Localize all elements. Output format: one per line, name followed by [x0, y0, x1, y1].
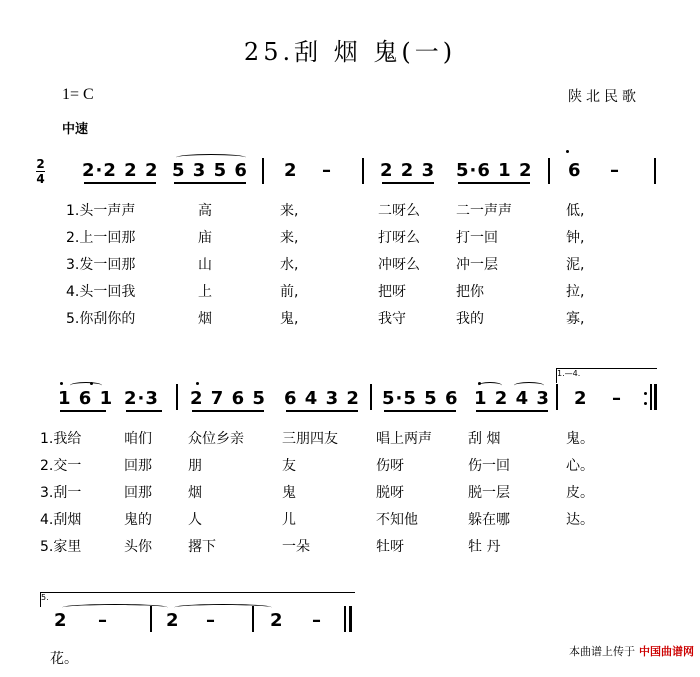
- lyric-col-2: 高 庙 山 上 烟: [198, 203, 212, 327]
- tempo-marking: 中速: [62, 122, 89, 137]
- note-group: –: [610, 160, 620, 181]
- beam-line: [192, 410, 264, 412]
- barline: [556, 384, 558, 410]
- key-signature: 1= C: [62, 86, 94, 103]
- slur: [478, 382, 502, 389]
- note-group: 5 3 5 6: [172, 160, 248, 181]
- barline: [362, 158, 364, 184]
- barline: [548, 158, 550, 184]
- beam-line: [60, 410, 106, 412]
- lyric-col-1: 1.我给 2.交一 3.刮一 4.刮烟 5.家里: [40, 431, 82, 555]
- site-logo: 中国曲谱网: [639, 645, 694, 658]
- note-group: 2 2 3: [380, 160, 436, 181]
- note-group: –: [98, 610, 108, 631]
- beam-line: [476, 410, 548, 412]
- note-group: –: [312, 610, 322, 631]
- song-origin: 陕北民歌: [568, 89, 640, 105]
- barline: [654, 158, 656, 184]
- barline: [344, 606, 346, 632]
- note-group: 2·2 2 2: [82, 160, 159, 181]
- note-group: –: [612, 388, 622, 409]
- beam-line: [458, 182, 530, 184]
- octave-dot: [196, 382, 199, 385]
- octave-dot: [566, 150, 569, 153]
- slur: [70, 382, 102, 389]
- repeat-dot: [644, 402, 647, 405]
- lyric-col-3: 来, 来, 水, 前, 鬼,: [280, 203, 299, 327]
- lyric-end: 花。: [50, 651, 78, 667]
- note-group: 2: [574, 388, 588, 409]
- note-group: 6: [568, 160, 582, 181]
- barline: [176, 384, 178, 410]
- octave-dot: [90, 382, 93, 385]
- upload-note: 本曲谱上传于: [569, 645, 635, 658]
- slur: [62, 604, 168, 611]
- beam-line: [174, 182, 246, 184]
- lyric-col-1: 1.头一声声 2.上一回那 3.发一回那 4.头一回我 5.你刮你的: [66, 203, 136, 327]
- note-group: –: [206, 610, 216, 631]
- lyric-col-2: 咱们 回那 回那 鬼的 头你: [124, 431, 152, 555]
- note-group: 1 2 4 3: [474, 388, 550, 409]
- octave-dot: [60, 382, 63, 385]
- beam-line: [286, 410, 358, 412]
- lyric-col-4: 二呀么 打呀么 冲呀么 把呀 我守: [378, 203, 420, 327]
- lyric-col-5: 二一声声 打一回 冲一层 把你 我的: [456, 203, 512, 327]
- note-group: 2: [166, 610, 180, 631]
- lyric-col-4: 三朋四友 友 鬼 儿 一朵: [282, 431, 338, 555]
- volta-bracket: 1.—4.: [556, 368, 657, 383]
- barline: [370, 384, 372, 410]
- note-group: 6 4 3 2: [284, 388, 360, 409]
- slur: [174, 604, 272, 611]
- note-group: 1 6 1: [58, 388, 114, 409]
- slur: [514, 382, 544, 389]
- final-barline: [349, 606, 352, 632]
- note-group: 2 7 6 5: [190, 388, 266, 409]
- repeat-dot: [644, 392, 647, 395]
- lyric-col-6: 低, 钟, 泥, 拉, 寡,: [566, 203, 585, 327]
- lyric-col-7: 鬼。 心。 皮。 达。: [566, 431, 594, 528]
- octave-dot: [478, 382, 481, 385]
- source-watermark: [569, 643, 694, 659]
- note-group: 2: [284, 160, 298, 181]
- page-title: 25.刮 烟 鬼(一): [243, 38, 457, 66]
- note-group: 2: [270, 610, 284, 631]
- beam-line: [382, 182, 434, 184]
- note-group: 2: [54, 610, 68, 631]
- beam-line: [84, 182, 156, 184]
- lyric-col-5: 唱上两声 伤呀 脱呀 不知他 牡呀: [376, 431, 432, 555]
- note-group: 5·5 5 6: [382, 388, 459, 409]
- time-signature: 2 4: [36, 157, 45, 186]
- beam-line: [384, 410, 456, 412]
- beam-line: [126, 410, 162, 412]
- barline: [650, 384, 652, 410]
- final-barline: [654, 384, 657, 410]
- lyric-col-6: 刮 烟 伤一回 脱一层 躲在哪 牡 丹: [468, 431, 510, 555]
- barline: [262, 158, 264, 184]
- slur: [176, 154, 246, 161]
- note-group: 5·6 1 2: [456, 160, 533, 181]
- volta-bracket: 5.: [40, 592, 355, 607]
- note-group: 2·3: [124, 388, 159, 409]
- note-group: –: [322, 160, 332, 181]
- lyric-col-3: 众位乡亲 朋 烟 人 撂下: [188, 431, 244, 555]
